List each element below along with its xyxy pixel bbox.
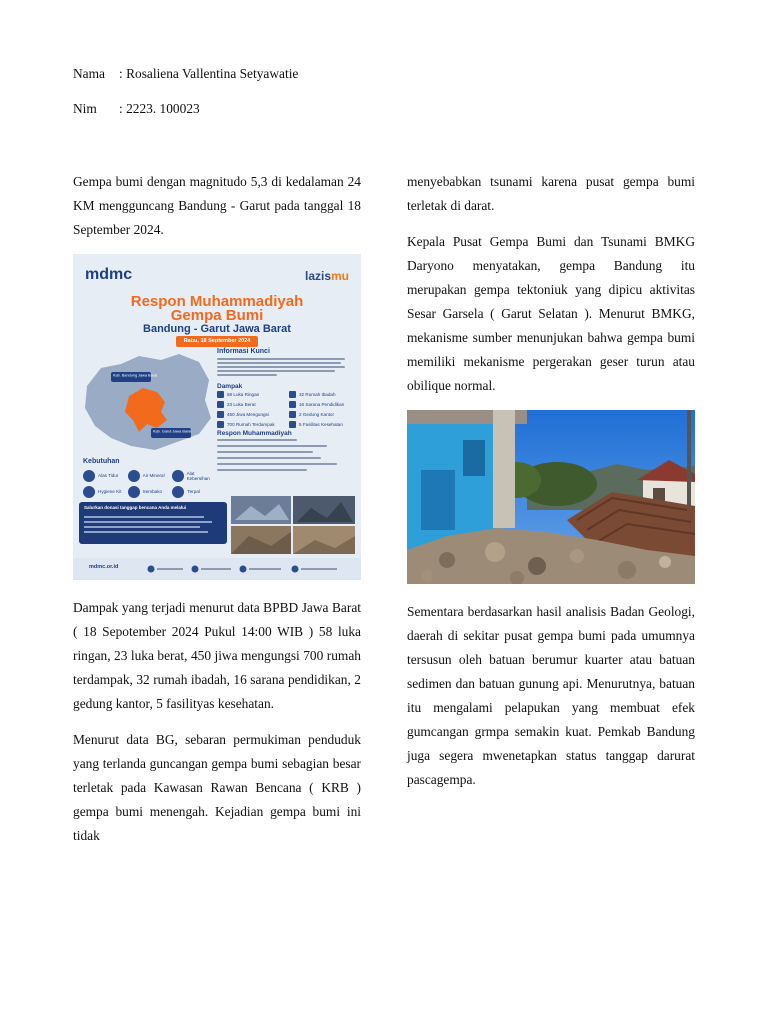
- paragraph-tsunami: menyebabkan tsunami karena pusat gempa bumi terletak di darat.: [407, 174, 695, 213]
- dampak-item: 700 Rumah Terdampak: [217, 421, 285, 428]
- info-text-lines: [217, 358, 347, 376]
- kebutuhan-item: Hygiene Kit: [83, 486, 128, 498]
- kebutuhan-item: Sembako: [128, 486, 173, 498]
- poster-title-line2: Gempa Bumi: [170, 307, 264, 324]
- paragraph-bmkg: Kepala Pusat Gempa Bumi dan Tsunami BMKG Daryono menyatakan, gempa Bandung itu merupakan gempa tektoniuk yang dipicu aktivitas Sesar Garsela ( Garut Selatan ). Menurut BMKG, mekanisme sumber menunjukan bahwa gempa bumi memiliki mekanisme pergerakan geser turun atau obilique normal.: [407, 234, 695, 393]
- left-column: [73, 170, 361, 860]
- kebutuhan-heading: Kebutuhan: [83, 458, 120, 465]
- kebutuhan-item: Terpal: [172, 486, 217, 498]
- name-label: Nama: [73, 66, 105, 81]
- map-label-garut: Kab. Garut Jawa Barat: [153, 429, 192, 434]
- donation-lines: [84, 516, 222, 533]
- kebutuhan-list: [83, 470, 217, 498]
- paragraph-geologi: Sementara berdasarkan hasil analisis Badan Geologi, daerah di sekitar pusat gempa bumi pada umumnya tersusun oleh batuan berumur kuarter atau batuan sedimen dan batuan gunung api. Menurutnya, batuan itu mengalami pelapukan yang membuat efek gumcangan grmpa semakin kuat. Pemkab Bandung juga segera mwenetapkan status tanggap darurat pascagempa.: [407, 604, 695, 787]
- kebutuhan-item: Alat Kebersihan: [172, 470, 217, 482]
- dampak-list: [217, 391, 357, 428]
- nim-value: : 2223. 100023: [119, 101, 200, 116]
- dampak-item: 23 Luka Berat: [217, 401, 285, 408]
- earthquake-damage-photo: [407, 410, 695, 584]
- donation-text: Salurkan donasi tanggap bencana Anda melalui: [84, 505, 187, 510]
- poster-url: mdmc.or.id: [89, 564, 119, 570]
- paragraph-impact: Dampak yang terjadi menurut data BPBD Jawa Barat ( 18 Sepotember 2024 Pukul 14:00 WIB ) 58 luka ringan, 23 luka berat, 450 jiwa mengungsi 700 rumah terdampak, 32 rumah ibadah, 16 sarana pendidikan, 2 gedung kantor, 5 fasilityas kesehatan.: [73, 600, 361, 711]
- respon-heading: Respon Muhammadiyah: [217, 430, 292, 437]
- poster-title-line3: Bandung - Garut Jawa Barat: [143, 323, 291, 335]
- response-poster-image: [73, 254, 361, 580]
- kebutuhan-item: Alas Tidur: [83, 470, 128, 482]
- respon-lines: [217, 439, 347, 471]
- poster-title-line1: Respon Muhammadiyah: [130, 293, 304, 310]
- student-nim-line: [73, 101, 200, 117]
- poster-date: Rabu, 18 September 2024: [176, 336, 258, 347]
- dampak-heading: Dampak: [217, 383, 243, 390]
- mdmc-logo: mdmc: [85, 266, 133, 283]
- nim-label: Nim: [73, 101, 97, 116]
- poster-photo-collage: [231, 496, 355, 554]
- dampak-item: 5 Fasilitas Kesehatan: [289, 421, 357, 428]
- west-java-map: [81, 346, 215, 456]
- map-label-bandung: Kab. Bandung Jawa Barat: [113, 373, 158, 378]
- dampak-item: 450 Jiwa Mengungsi: [217, 411, 285, 418]
- dampak-item: 2 Gedung Kantor: [289, 411, 357, 418]
- kebutuhan-item: Air Mineral: [128, 470, 173, 482]
- paragraph-intro: Gempa bumi dengan magnitudo 5,3 di kedalaman 24 KM mengguncang Bandung - Garut pada tanggal 18 September 2024.: [73, 174, 361, 237]
- dampak-item: 32 Rumah Ibadah: [289, 391, 357, 398]
- name-value: : Rosaliena Vallentina Setyawatie: [119, 66, 299, 81]
- right-column: [407, 170, 695, 804]
- lazismu-logo: lazismu: [304, 269, 349, 283]
- dampak-item: 58 Luka Ringan: [217, 391, 285, 398]
- info-heading: Informasi Kunci: [217, 348, 270, 355]
- paragraph-krb: Menurut data BG, sebaran permukiman penduduk yang terlanda guncangan gempa bumi sebagian besar terletak pada Kawasan Rawan Bencana ( KRB ) gempa bumi menengah. Kejadian gempa bumi ini tidak: [73, 732, 361, 843]
- dampak-item: 16 Sarana Pendidikan: [289, 401, 357, 408]
- student-name-line: [73, 66, 298, 82]
